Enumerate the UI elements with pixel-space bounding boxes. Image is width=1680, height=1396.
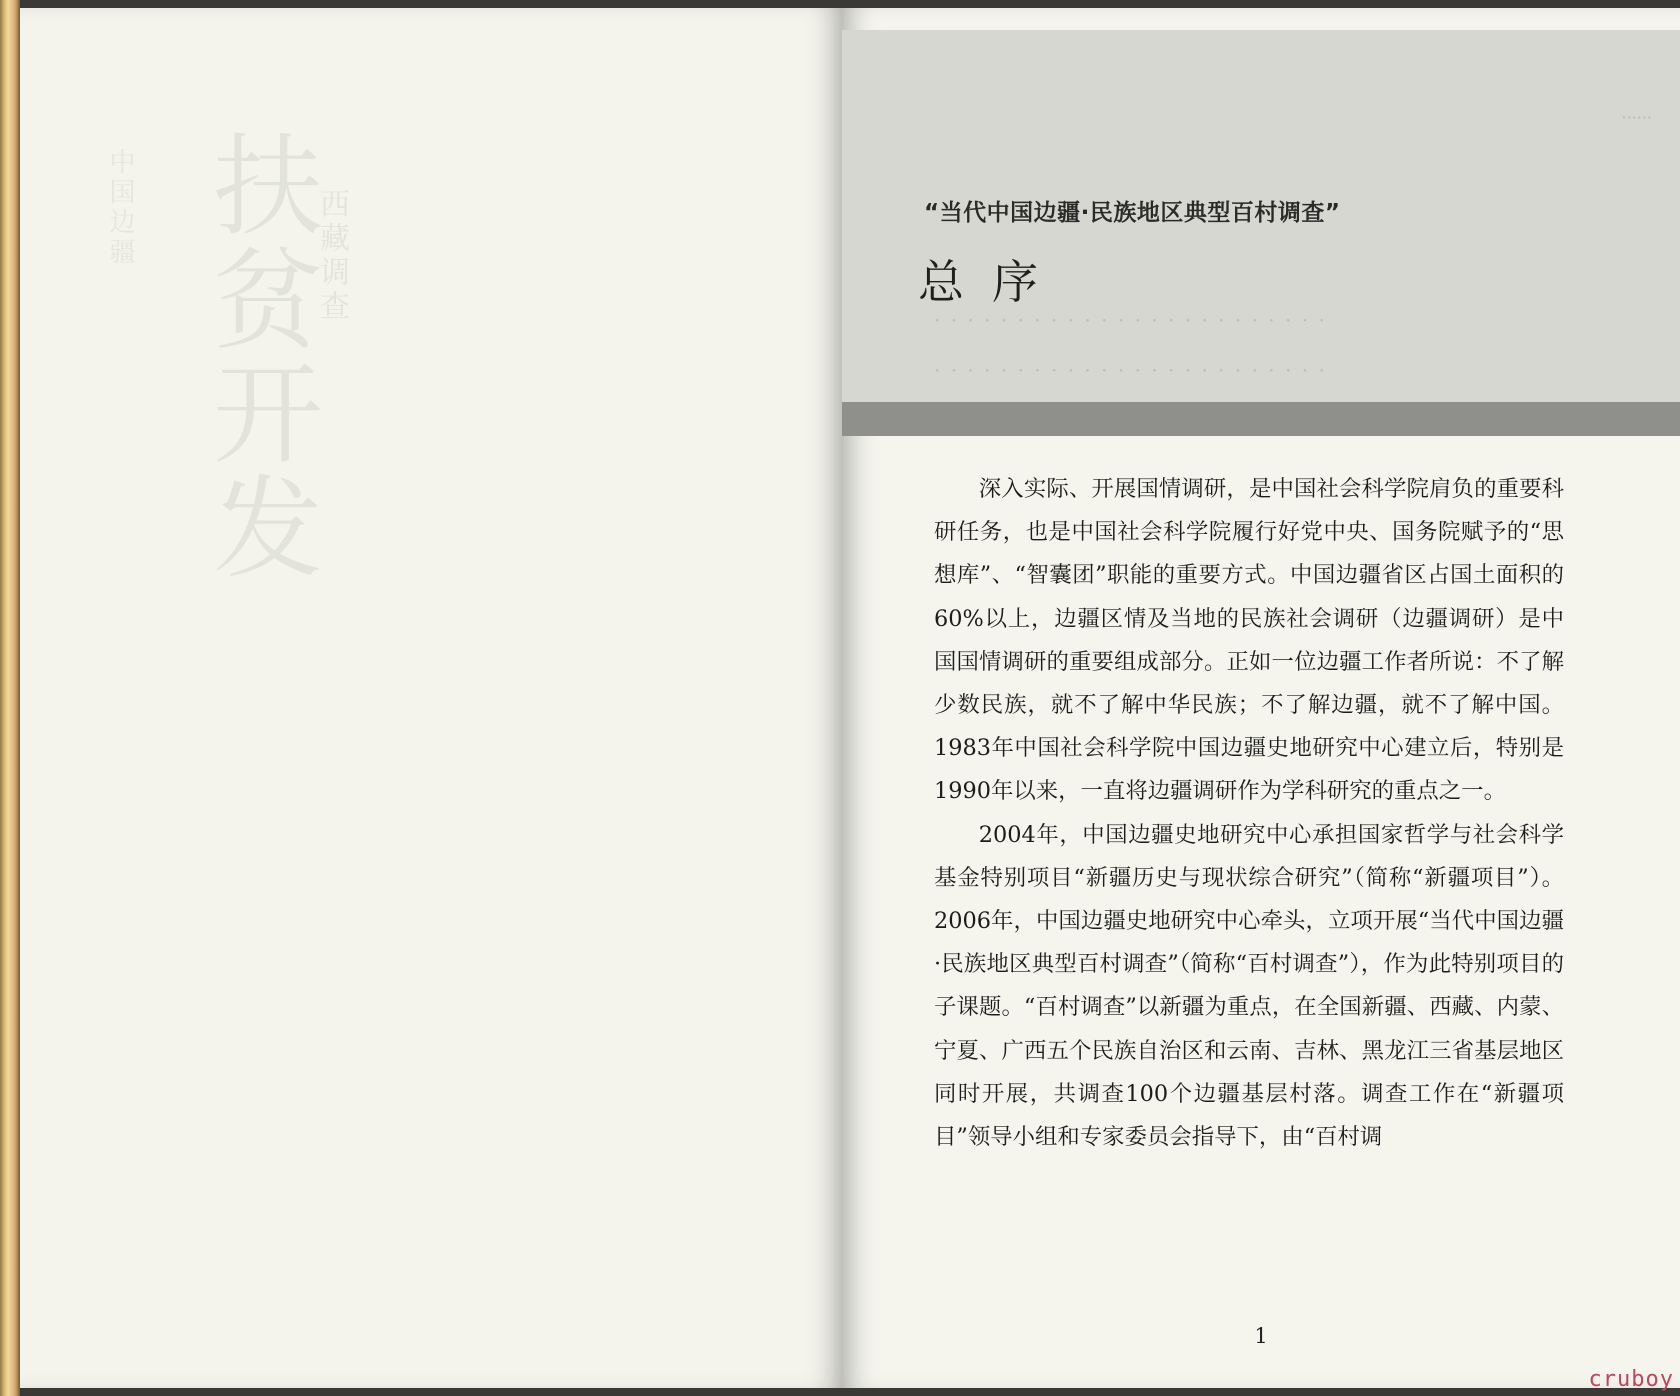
page-title: 总序 — [918, 255, 1066, 309]
show-through-text: ······ — [1621, 108, 1652, 127]
watermark: cruboy — [1588, 1367, 1674, 1392]
paragraph: 深入实际、开展国情调研，是中国社会科学院肩负的重要科研任务，也是中国社会科学院履行好党中央、国务院赋予的“思想库”、“智囊团”职能的重要方式。中国边疆省区占国土面积的60%以上，边疆区情及当地的民族社会调研（边疆调研）是中国国情调研的重要组成部分。正如一位边疆工作者所说：不了解少数民族，就不了解中华民族；不了解边疆，就不了解中国。1983年中国社会科学院中国边疆史地研究中心建立后，特别是1990年以来，一直将边疆调研作为学科研究的重点之一。 — [934, 476, 1564, 805]
body-text — [934, 468, 1564, 1159]
page-number: 1 — [1254, 1324, 1268, 1348]
series-title: “当代中国边疆·民族地区典型百村调查” — [924, 200, 1341, 226]
bleed-through-text: 中国边疆 — [105, 148, 135, 268]
page-edges — [0, 0, 20, 1396]
left-page — [14, 8, 842, 1388]
show-through-text: · · · · · · · · · · · · · · · · · · · · · · · · — [934, 308, 1327, 332]
bleed-through-text: 扶贫开发 — [195, 128, 323, 584]
header-strip — [842, 402, 1680, 436]
show-through-text: · · · · · · · · · · · · · · · · · · · · · · · · — [934, 358, 1327, 382]
bleed-through-text: 西藏调查 — [314, 188, 349, 324]
paragraph: 2004年，中国边疆史地研究中心承担国家哲学与社会科学基金特别项目“新疆历史与现状综合研究”（简称“新疆项目”）。2006年，中国边疆史地研究中心牵头，立项开展“当代中国边疆·民族地区典型百村调查”（简称“百村调查”），作为此特别项目的子课题。“百村调查”以新疆为重点，在全国新疆、西藏、内蒙、宁夏、广西五个民族自治区和云南、吉林、黑龙江三省基层地区同时开展，共调查100个边疆基层村落。调查工作在“新疆项目”领导小组和专家委员会指导下，由“百村调 — [934, 821, 1564, 1151]
right-page — [842, 8, 1680, 1388]
